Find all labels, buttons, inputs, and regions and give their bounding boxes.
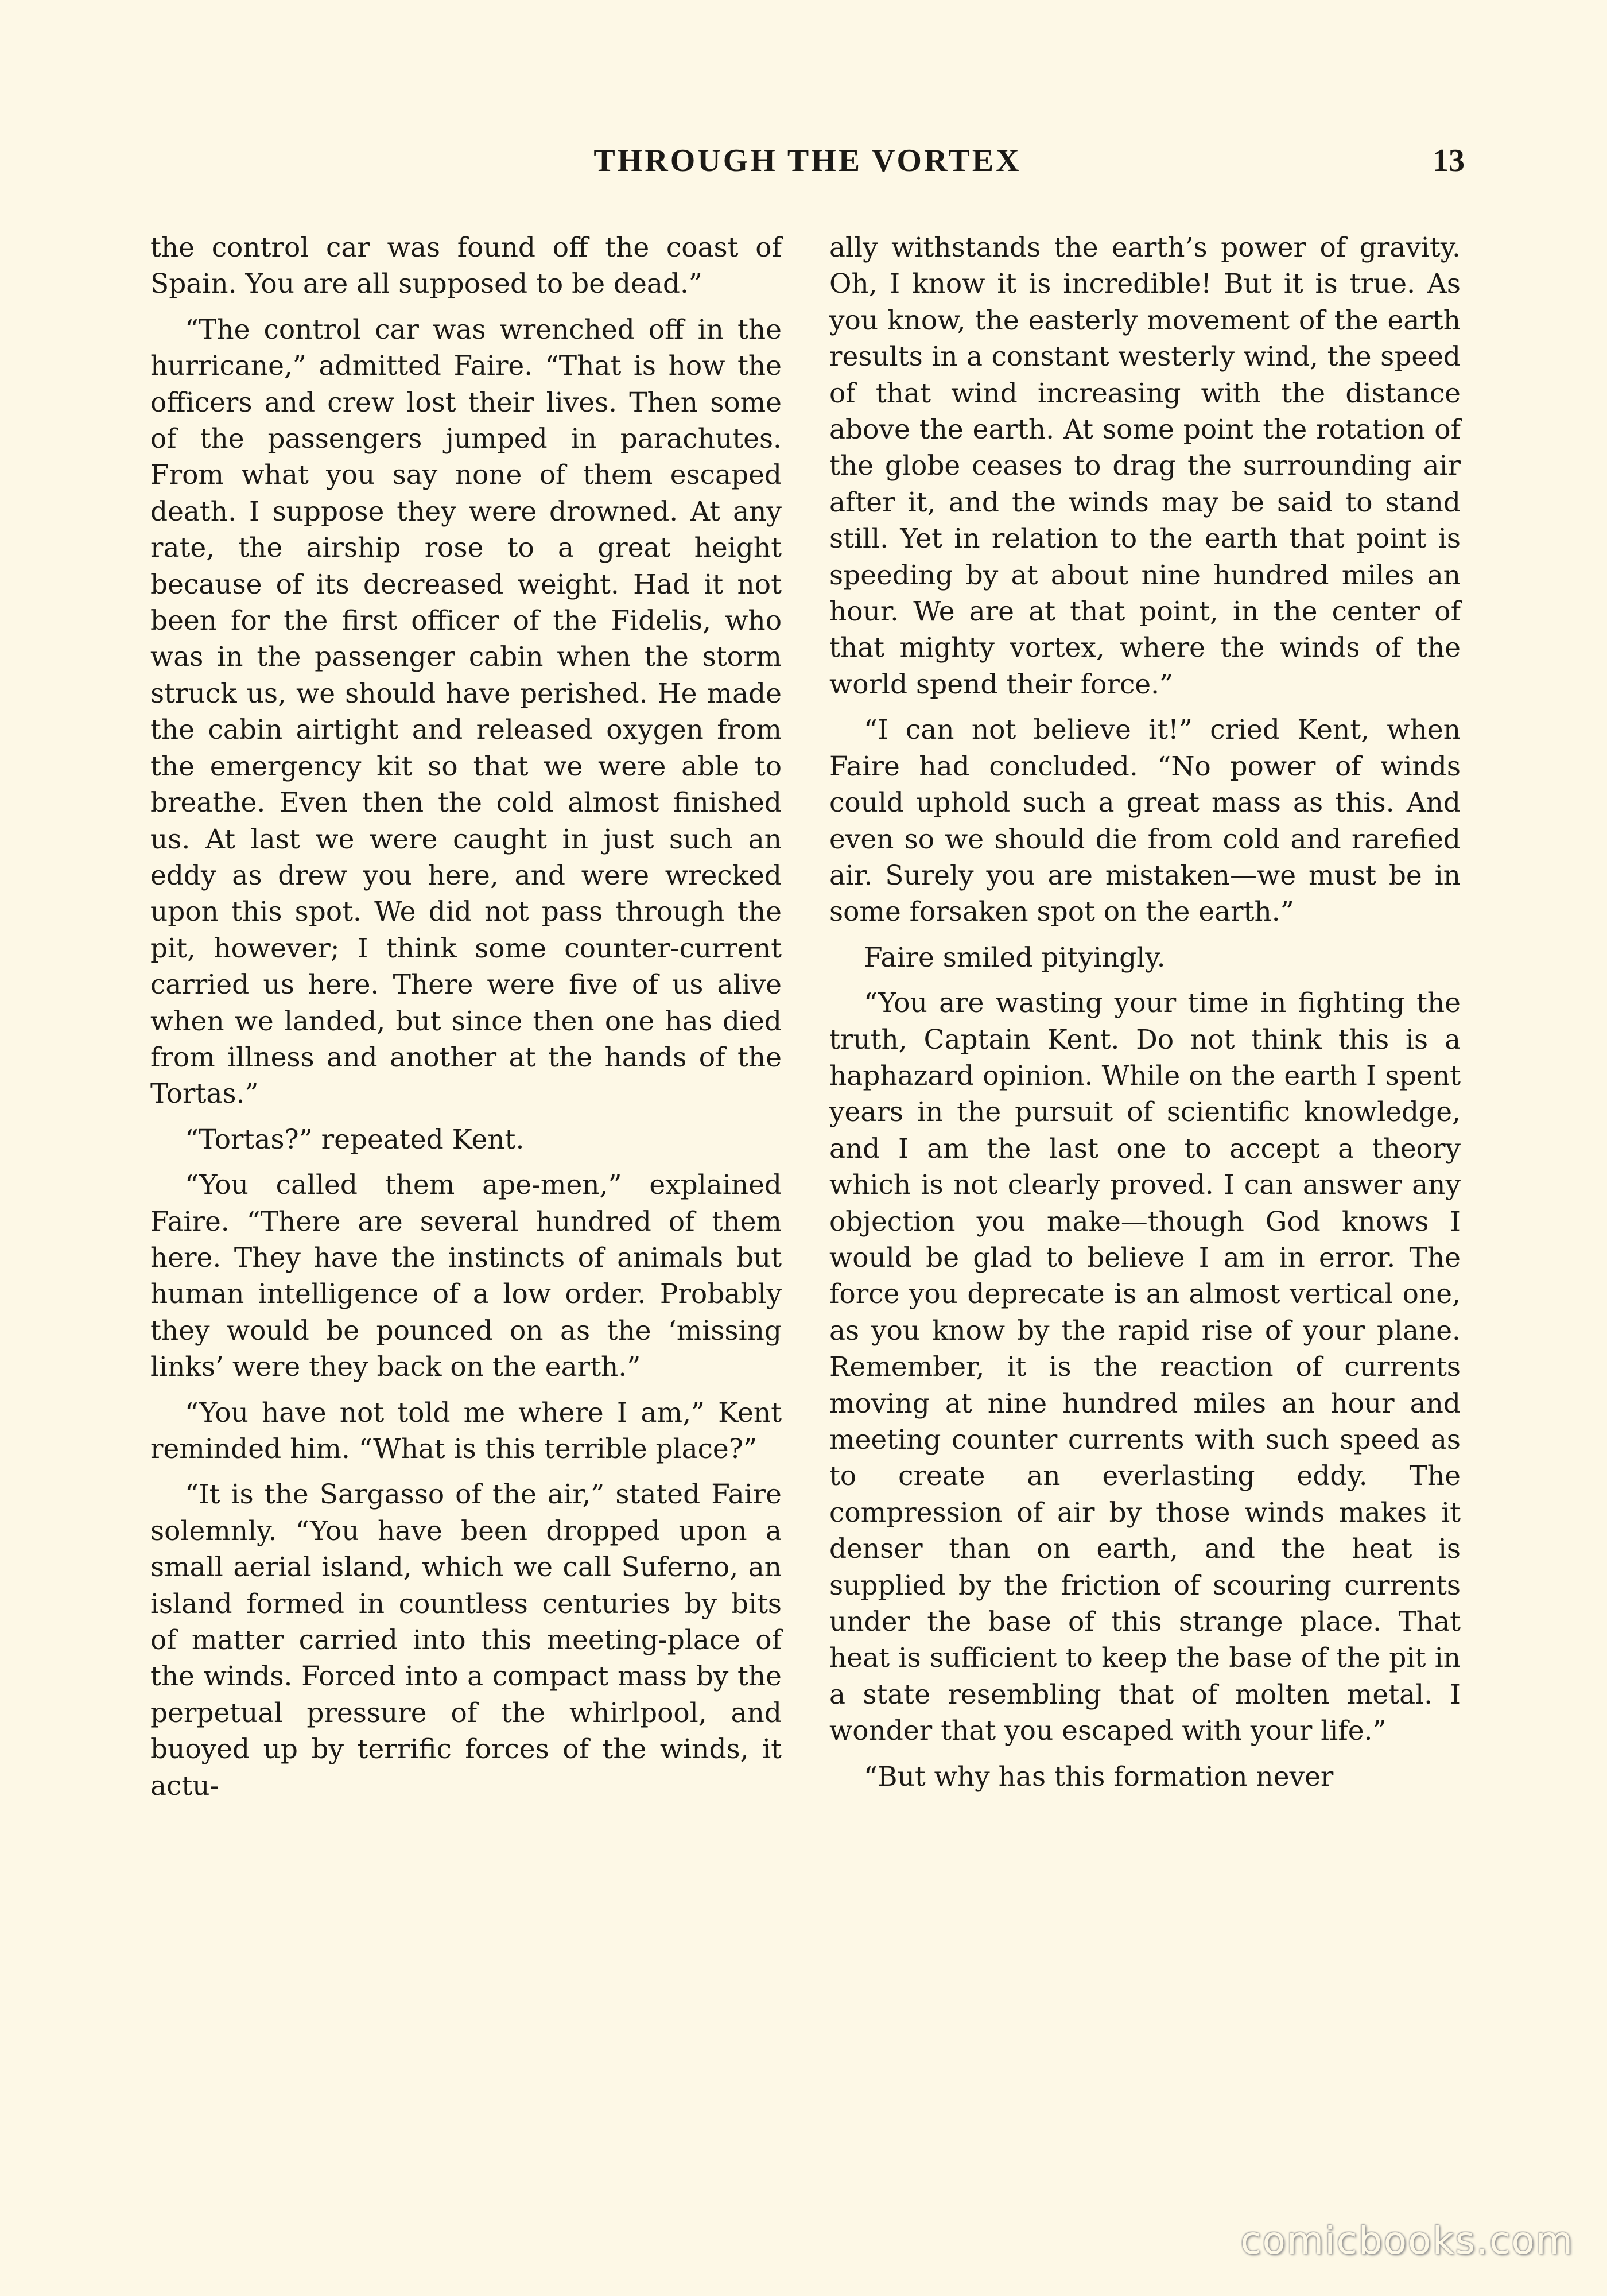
- watermark: comicbooks.com: [1240, 2219, 1574, 2263]
- running-head: [150, 142, 1465, 188]
- paragraph: “The control car was wrenched off in the hurricane,” admitted Faire. “That is how the officers and crew lost their lives. Then some of the passengers jumped in parachutes. From what you say none of them escaped death. I suppose they were drowned. At any rate, the airship rose to a great height because of its decreased weight. Had it not been for the first officer of the Fidelis, who was in the passenger cabin when the storm struck us, we should have perished. He made the cabin airtight and released oxygen from the emergency kit so that we were able to breathe. Even then the cold almost finished us. At last we were caught in just such an eddy as drew you here, and were wrecked upon this spot. We did not pass through the pit, however; I think some counter-current carried us here. There were five of us alive when we landed, but since then one has died from illness and another at the hands of the Tortas.”: [150, 313, 782, 1110]
- left-column: [150, 230, 782, 1813]
- paragraph: “I can not believe it!” cried Kent, when Faire had concluded. “No power of winds could uphold such a great mass as this. And even so we should die from cold and rarefied air. Surely you are mistaken—we must be in some forsaken spot on the earth.”: [829, 714, 1461, 928]
- paragraph: the control car was found off the coast of Spain. You are all supposed to be dead.”: [150, 232, 782, 300]
- running-title: THROUGH THE VORTEX: [593, 143, 1022, 179]
- paragraph: Faire smiled pityingly.: [864, 941, 1166, 974]
- paragraph: ally withstands the earth’s power of gravity. Oh, I know it is incredible! But it is true. As you know, the easterly movement of the earth results in a constant westerly wind, the speed of that wind increasing with the distance above the earth. At some point the rotation of the globe ceases to drag the surrounding air after it, and the winds may be said to stand still. Yet in relation to the earth that point is speeding by at about nine hundred miles an hour. We are at that point, in the center of that mighty vortex, where the winds of the world spend their force.”: [829, 232, 1461, 700]
- paragraph: “You called them ape-men,” explained Faire. “There are several hundred of them here. They have the instincts of animals but human intelligence of a low order. Probably they would be pounced on as the ‘missing links’ were they back on the earth.”: [150, 1169, 782, 1383]
- paragraph: “You have not told me where I am,” Kent reminded him. “What is this terrible place?”: [150, 1397, 782, 1465]
- paragraph: “But why has this formation never: [864, 1760, 1334, 1793]
- right-column: [829, 230, 1461, 1804]
- page-number: 13: [1433, 143, 1465, 179]
- paragraph: “Tortas?” repeated Kent.: [185, 1123, 525, 1155]
- paragraph: “You are wasting your time in fighting the truth, Captain Kent. Do not think this is a haphazard opinion. While on the earth I spent years in the pursuit of scientific knowledge, and I am the last one to accept a theory which is not clearly proved. I can answer any objection you make—though God knows I would be glad to believe I am in error. The force you deprecate is an almost vertical one, as you know by the rapid rise of your plane. Remember, it is the reaction of currents moving at nine hundred miles an hour and meeting counter currents with such speed as to create an everlasting eddy. The compression of air by those winds makes it denser than on earth, and the heat is supplied by the friction of scouring currents under the base of this strange place. That heat is sufficient to keep the base of the pit in a state resembling that of molten metal. I wonder that you escaped with your life.”: [829, 987, 1461, 1747]
- paragraph: “It is the Sargasso of the air,” stated Faire solemnly. “You have been dropped upon a small aerial island, which we call Suferno, an island formed in countless centuries by bits of matter carried into this meeting-place of the winds. Forced into a compact mass by the perpetual pressure of the whirlpool, and buoyed up by terrific forces of the winds, it actu-: [150, 1479, 782, 1802]
